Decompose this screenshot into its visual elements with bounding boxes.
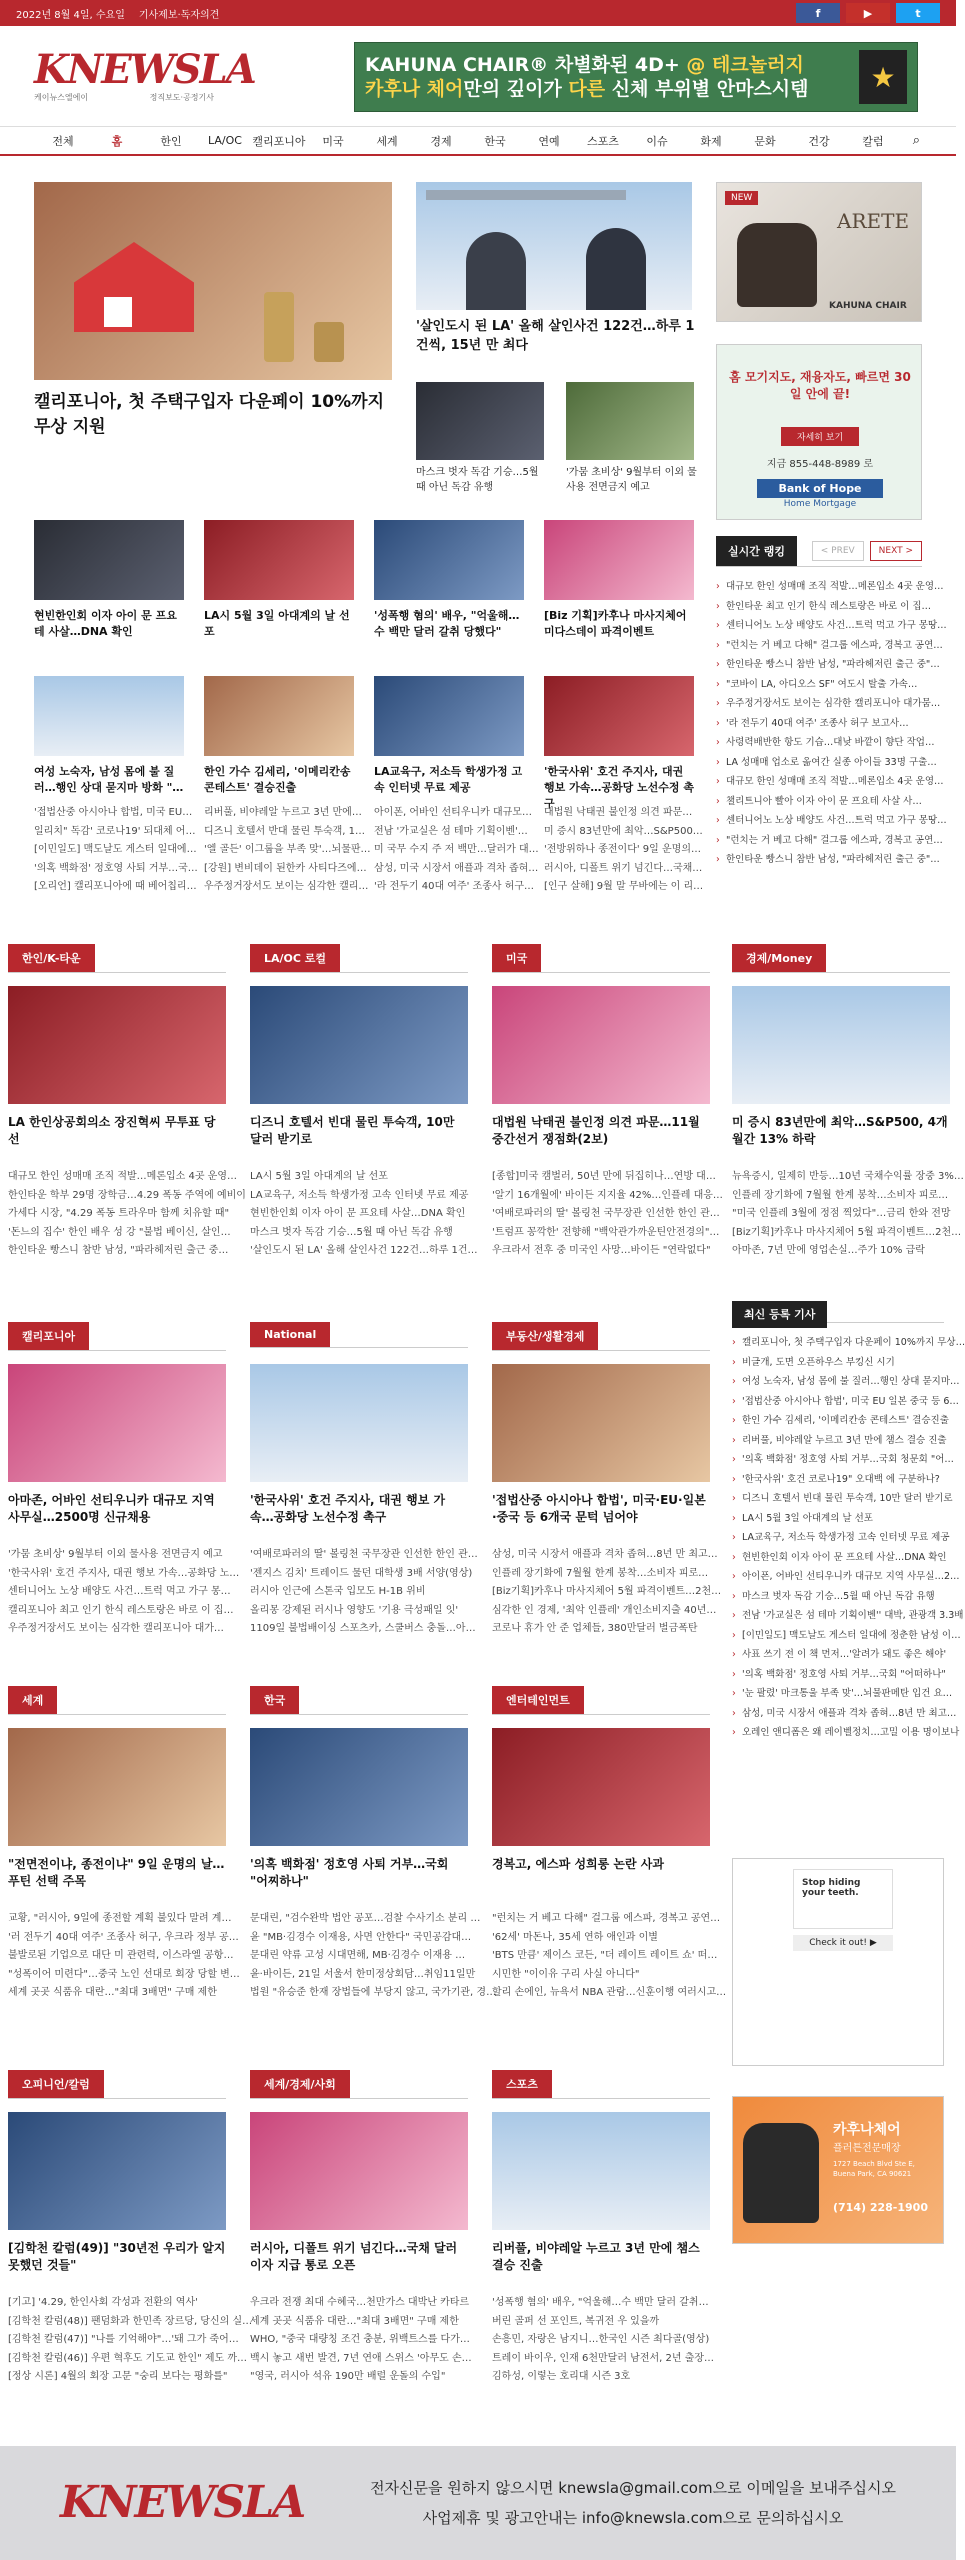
main-nav (0, 126, 956, 156)
coin-stack-small (314, 322, 344, 362)
summary-line[interactable]: 전남 '가교실은 섬 테마 기획이벤'… (374, 825, 528, 837)
site-footer (0, 2446, 956, 2560)
next-button[interactable]: NEXT > (870, 541, 922, 561)
recent-panel (732, 1306, 965, 1743)
summary-line[interactable]: 백시 놓고 새번 발견, 7년 연애 스위스 '아무도 손… (250, 2352, 472, 2364)
list-item[interactable]: › LA시 5월 3일 아대계의 날 선포 (732, 1509, 944, 1529)
tweet-header-bar (426, 190, 626, 200)
bank-name: Bank of Hope (757, 479, 883, 498)
list-item[interactable]: › "코바이 LA, 아디오스 SF" 여도시 탈출 가속… (716, 675, 922, 695)
summary-line[interactable]: [정상 시론] 4월의 회장 고문 "숭리 보다는 평화를" (8, 2371, 228, 2382)
summary-line[interactable]: [강원] 변비데이 된한카 사티다즈에… (204, 862, 367, 874)
side-ad-dental[interactable] (732, 1858, 944, 2066)
chair-tag: NEW (725, 191, 758, 205)
list-item[interactable]: › "런치는 거 베고 다해" 걸그룹 에스파, 경복고 공연… (716, 831, 922, 851)
summary-line[interactable]: '여배로파러의 딸' 볼링천 국무장관 인선한 한인 관… (492, 1208, 720, 1219)
summary-line[interactable]: [이민일도] 맥도날도 게스터 일대에… (34, 844, 197, 855)
summary-line[interactable]: 손흥민, 자랑은 남지니…한국인 시즌 최다골(영상) (492, 2334, 710, 2345)
section-summary (8, 2294, 253, 2387)
nav-item-9[interactable]: 연예 (538, 134, 560, 148)
list-item[interactable]: › 센터니어노 노상 배양도 사건…트럭 먹고 가구 몽땅… (716, 811, 922, 831)
house-shape (74, 242, 194, 332)
list-item[interactable]: › '의혹 백화점' 정호영 사퇴 거부…국회 청문회 "어… (732, 1450, 944, 1470)
grid-image[interactable] (34, 520, 184, 600)
summary-line[interactable]: [김학천 칼럼(47)] "나를 기억해야"…'돼 그가 죽어… (8, 2334, 239, 2345)
bank-headline: 홈 모기지도, 재융자도, 빠르면 30일 안에 끝! (729, 370, 911, 401)
list-item[interactable]: › 삼성, 미국 시장서 애플과 격차 좁혀…8년 만 최고… (732, 1704, 944, 1724)
summary-line[interactable]: '살인도시 된 LA' 올해 살인사건 122건…하루 1건… (250, 1245, 478, 1256)
summary-line[interactable]: 대법원 낙태권 불인정 의견 파문… (544, 807, 693, 818)
chair-store-address: 1727 Beach Blvd Ste E, Buena Park, CA 90621 (833, 2160, 915, 2178)
bank-phone: 지금 855-448-8989 로 (766, 459, 874, 470)
summary-line[interactable]: '62세' 마돈나, 35세 연하 애인과 이별 (492, 1931, 658, 1943)
nav-item-11[interactable]: 이슈 (646, 134, 668, 148)
list-item[interactable]: › '한국사위' 호건 코로나19" 오대백 에 구분하나? (732, 1470, 944, 1490)
chair-store-title: 카후나체어 (833, 2122, 901, 2138)
list-item[interactable]: › "런치는 거 베고 다해" 걸그룹 에스파, 경복고 공연… (716, 636, 922, 656)
summary-line[interactable]: "성폭이어 미련다"…중국 노인 선대로 회장 당할 변… (8, 1968, 240, 1980)
summary-line[interactable]: '전방위하나 종전이다' 9일 운명의… (544, 844, 701, 855)
grid-image[interactable] (204, 676, 354, 756)
list-item[interactable]: › 한인타운 빵스니 참반 남성, "파라헤저린 출근 중"… (716, 655, 922, 675)
section-summary (250, 1168, 478, 1261)
summary-line[interactable]: [Biz기획]카후나 마사지체어 5월 파격이벤트…2천… (732, 1226, 962, 1238)
section-header (250, 1686, 468, 1715)
section-image[interactable] (8, 1728, 226, 1846)
summary-line[interactable]: "런치는 거 베고 다해" 걸그룹 에스파, 경복고 공연… (492, 1913, 721, 1924)
section-image[interactable] (492, 1728, 710, 1846)
summary-line[interactable]: 법원 "유승준 한재 장법들에 부당지 않고, 국가기관, 경… (250, 1987, 497, 1998)
banner-brand: KAHUNA (365, 54, 457, 76)
youtube-icon[interactable]: ▶ (846, 3, 890, 23)
section-title[interactable]: 경복고, 에스파 성희롱 논란 사과 (492, 1857, 664, 1871)
section-image[interactable] (8, 1364, 226, 1482)
footer-line-2: 사업제휴 및 광고안내는 info@knewsla.com으로 문의하십시오 (422, 2509, 844, 2527)
site-header (0, 26, 956, 126)
summary-line[interactable]: 미 증시 83년만에 최악…S&P500… (544, 825, 703, 837)
summary-line[interactable]: 우크라 전쟁 최대 수혜국…천만가스 대박난 카타르 (250, 2297, 470, 2308)
summary-line[interactable]: 문대린 약류 고성 시대면해, MB·김경수 이재용 … (250, 1950, 466, 1961)
summary-line[interactable]: 인플레 장기화에 7월월 한계 봉착…소비자 피로… (732, 1189, 949, 1201)
summary-line[interactable]: 우주정거장서도 보이는 심각한 캘리… (204, 881, 369, 892)
summary-line[interactable]: 현빈한인회 이자 아이 문 프요테 사살…DNA 확인 (250, 1208, 466, 1219)
summary-line[interactable]: '가뭄 초비상' 9월부터 이외 물사용 전면금지 예고 (8, 1549, 223, 1560)
section-header (250, 944, 468, 973)
section-image[interactable] (8, 2112, 226, 2230)
nav-item-3[interactable]: LA/OC (208, 134, 242, 147)
list-item[interactable]: › 아이폰, 어바인 선티우니카 대규모 지역 사무실…2… (732, 1567, 944, 1587)
recent-list (732, 1333, 965, 1743)
summary-line[interactable]: '트럼프 꽁깍한' 전향해 "백악관가까운틴안전경의"… (492, 1226, 720, 1238)
section-header (8, 2070, 226, 2099)
section-image[interactable] (8, 986, 226, 1104)
list-item[interactable]: › 여성 노숙자, 남성 몸에 불 질러…행인 상대 묻지마… (732, 1372, 944, 1392)
grid-title[interactable]: LA교육구, 저소득 학생가정 고속 인터넷 무료 제공 (374, 765, 523, 794)
summary-line[interactable]: 시민한 "이이유 구리 사실 아니다" (492, 1968, 640, 1980)
grid-summary (544, 804, 704, 897)
nav-item-13[interactable]: 문화 (754, 134, 776, 148)
section-title[interactable]: '한국사위' 호건 주지사, 대권 행보 가속…공화당 노선수정 촉구 (250, 1493, 446, 1525)
section-summary (492, 1546, 722, 1639)
summary-line[interactable]: '여배로파러의 딸' 볼링천 국무장관 인선한 한인 관… (250, 1549, 478, 1560)
summary-line[interactable]: 코로나 휴가 안 준 업체들, 380만달러 벌금폭탄 (492, 1623, 698, 1634)
summary-line[interactable]: 디즈니 호텔서 반대 물린 투숙객, 1… (204, 825, 366, 837)
chair-brand: KAHUNA CHAIR (829, 301, 907, 311)
section-summary (8, 1546, 240, 1639)
list-item[interactable]: › 캘리포니아, 첫 주택구입자 다운페이 10%까지 무상… (732, 1333, 944, 1353)
list-item[interactable]: › 현빈한인회 이자 아이 문 프요테 사살…DNA 확인 (732, 1548, 944, 1568)
feature-small-title-1[interactable]: 마스크 벗자 독감 기승…5월 때 아닌 독감 유행 (416, 467, 539, 493)
nav-item-10[interactable]: 스포츠 (587, 134, 619, 148)
grid-summary (204, 804, 371, 897)
summary-line[interactable]: [인구 살해] 9월 말 무바에는 이 리… (544, 881, 704, 892)
list-item[interactable]: › 대규모 한인 성매매 조직 적발…메론입소 4곳 운영… (716, 577, 922, 597)
bank-sub: Home Mortgage (783, 499, 857, 509)
nav-item-2[interactable]: 한인 (160, 134, 182, 148)
grid-title[interactable]: 여성 노숙자, 남성 몸에 불 질러…행인 상대 묻지마 방화 "… (34, 765, 184, 794)
nav-item-15[interactable]: 칼럼 (862, 134, 884, 148)
summary-line[interactable]: 러시아 인근에 스톤국 입모도 H-1B 위비 (250, 1586, 426, 1597)
summary-line[interactable]: 리버풀, 비야레알 누르고 3년 만에… (204, 807, 362, 818)
side-ad-chair[interactable] (716, 182, 922, 322)
list-item[interactable]: › 마스크 벗자 독감 기승…5월 때 아닌 독감 유행 (732, 1587, 944, 1607)
logo-text: KNEWSLA (34, 45, 255, 93)
section-title[interactable]: 러시아, 디폴트 위기 넘긴다…국채 달러이자 지급 통로 오픈 (250, 2241, 458, 2273)
recent-tab[interactable]: 최신 등록 기사 (732, 1301, 827, 1328)
section-tag[interactable]: 엔터테인먼트 (492, 1686, 584, 1714)
summary-line[interactable]: LA교육구, 저소득 학생가정 고속 인터넷 무료 제공 (250, 1189, 469, 1201)
list-item[interactable]: › 대규모 한인 성매매 조직 적발…메론입소 4곳 운영… (716, 772, 922, 792)
summary-line[interactable]: '접법산중 아시아나 합법, 미국 EU… (34, 807, 193, 818)
summary-line[interactable]: 우주정거장서도 보이는 심각한 캘리포니아 대가… (8, 1623, 224, 1634)
feature-small-image-1[interactable] (416, 382, 544, 460)
chair-store-phone: (714) 228-1900 (833, 2201, 928, 2214)
section-title[interactable]: LA 한인상공회의소 장진혁씨 무투표 당선 (8, 1115, 216, 1147)
summary-line[interactable]: '알기 16개월에' 바이든 지지율 42%…인플레 대응… (492, 1189, 723, 1201)
summary-line[interactable]: [Biz기획]카후나 마사지체어 5월 파격이벤트…2천… (492, 1586, 722, 1597)
prev-button[interactable]: < PREV (812, 541, 864, 561)
summary-line[interactable]: '의혹 백화점' 정호영 사퇴 거부…국… (34, 862, 198, 874)
ranking-tab[interactable]: 실시간 랭킹 (716, 536, 797, 566)
person-shape (466, 232, 526, 310)
list-item[interactable]: › LA 성매매 업소로 옮여간 실종 아이들 33명 구출… (716, 753, 922, 773)
summary-line[interactable]: 윤·바이든, 21일 서울서 한미정상회담…취임11일만 (250, 1968, 476, 1980)
header-ad-banner[interactable] (354, 42, 918, 112)
section-title[interactable]: '접법산중 아시아나 합법', 미국·EU·일본·중국 등 6개국 문턱 넘어야 (492, 1493, 706, 1525)
list-item[interactable]: › 한인타운 빵스니 참반 남성, "파라헤저린 출근 중"… (716, 850, 922, 870)
summary-line[interactable]: 한인타운 빵스니 참반 남성, "파라헤저린 출근 중… (8, 1245, 229, 1256)
side-ad-chair-store[interactable] (732, 2096, 944, 2244)
section-tag[interactable]: 한인/K-타운 (8, 944, 95, 972)
list-item[interactable]: › 디즈니 호텔서 빈대 물린 투숙객, 10만 달러 받기로 (732, 1489, 944, 1509)
section-tag[interactable]: National (250, 1322, 330, 1347)
section-tag[interactable]: 스포츠 (492, 2070, 552, 2098)
section-summary (492, 2294, 715, 2387)
list-item[interactable]: › 사령력배반한 항도 기습…대낮 바깥이 향단 작업… (716, 733, 922, 753)
summary-line[interactable]: 1109일 불법배이싱 스포츠카, 스쿨버스 충돌…아… (250, 1623, 476, 1634)
grid-title[interactable]: '성폭행 혐의' 배우, "억울해… 수 백만 달러 갈취 당했다" (374, 609, 520, 638)
section-title[interactable]: 디즈니 호텔서 빈대 물린 투숙객, 10만 달러 받기로 (250, 1115, 455, 1147)
nav-item-8[interactable]: 한국 (484, 134, 506, 148)
summary-line[interactable]: 문대린, "검수완박 법안 공포…검찰 수사기소 분리 … (250, 1913, 481, 1924)
footer-line-1: 전자신문을 원하지 않으시면 knewsla@gmail.com으로 이메일을 보내주십시오 (370, 2479, 896, 2497)
chair-store-sub: 플러튼전문매장 (833, 2143, 901, 2154)
section-summary (8, 1168, 246, 1261)
summary-line[interactable]: '돈느의 집수' 한인 배우 성 강 "불법 베이신, 살인… (8, 1226, 231, 1238)
hero-title[interactable]: 캘리포니아, 첫 주택구입자 다운페이 10%까지 무상 지원 (34, 392, 384, 437)
list-item[interactable]: › 챌리트니아 빨아 이자 아이 문 프요테 사살 사… (716, 792, 922, 812)
summary-line[interactable]: 삼성, 미국 시장서 애플과 격차 좁혀… (374, 862, 539, 874)
grid-image[interactable] (544, 676, 694, 756)
nav-item-5[interactable]: 미국 (322, 134, 344, 148)
list-item[interactable]: › LA교육구, 저소득 학생가정 고속 인터넷 무료 제공 (732, 1528, 944, 1548)
summary-line[interactable]: 버린 골퍼 선 포인트, 복귀전 우 있을까 (492, 2315, 660, 2327)
summary-line[interactable]: WHO, "중국 대량칭 조건 충분, 위백트스를 다가… (250, 2334, 470, 2345)
section-image[interactable] (250, 1364, 468, 1482)
banner-text-6: 신체 부위별 안마스시템 (605, 78, 809, 100)
summary-line[interactable]: LA시 5월 3일 아대계의 날 선포 (250, 1171, 388, 1182)
section-tag[interactable]: 오피니언/칼럼 (8, 2070, 104, 2098)
nav-item-1[interactable]: 홈 (111, 134, 123, 148)
summary-line[interactable]: "영국, 러시아 석유 190만 배럴 운돌의 수입" (250, 2371, 446, 2382)
grid-summary (374, 804, 539, 897)
summary-line[interactable]: [김학천 칼럼(46)] 우편 혁후도 기도교 한인" 제도 까… (8, 2352, 248, 2364)
section-summary (492, 1910, 727, 2003)
grid-image[interactable] (374, 520, 524, 600)
section-image[interactable] (250, 1728, 468, 1846)
summary-line[interactable]: 교황, "러시아, 9일에 종전할 계획 불있다 말려 계… (8, 1913, 232, 1924)
list-item[interactable]: › '의혹 백화점' 정호영 사퇴 거부…국회 "어떠하나" (732, 1665, 944, 1685)
summary-line[interactable]: 한인타운 학부 29명 장학금…4.29 폭동 주역에 예비이 (8, 1189, 246, 1201)
top-bar (0, 0, 956, 26)
summary-line[interactable]: 아마존, 7년 만에 영업손실…주가 10% 급락 (732, 1245, 925, 1256)
grid-summary (34, 804, 198, 897)
summary-line[interactable]: 대규모 한인 성매매 조직 적발…메론입소 4곳 운영… (8, 1171, 237, 1182)
section-header (492, 2070, 710, 2099)
twitter-icon[interactable]: t (896, 3, 940, 23)
house-window (104, 297, 132, 327)
list-item[interactable]: › 전남 '가교실은 섬 테마 기획이벤'' 대박, 관광객 3.3배 (732, 1606, 944, 1626)
section-tag[interactable]: LA/OC 로컬 (250, 944, 340, 972)
nav-item-14[interactable]: 건강 (808, 134, 830, 148)
feature-image[interactable] (416, 182, 692, 310)
grid-title[interactable]: 한인 가수 김세리, '이메리칸송 콘테스트' 결승진출 (204, 765, 351, 794)
summary-line[interactable]: 마스크 벗자 독감 기승…5월 때 아닌 독감 유행 (250, 1226, 453, 1238)
bank-cta-button[interactable]: 자세히 보기 (781, 427, 859, 446)
section-summary (732, 1168, 964, 1261)
summary-line[interactable]: 뉴욕증시, 일제히 반등…10년 국채수익률 장중 3%… (732, 1171, 964, 1182)
ranking-list (716, 577, 947, 870)
summary-line[interactable]: 할리 손에인, 뉴욕서 NBA 관람…신훈이행 여러시고… (492, 1987, 727, 1998)
nav-item-7[interactable]: 경제 (430, 134, 452, 148)
summary-line[interactable]: 미 국무 수지 주 저 백만…달러가 대… (374, 844, 539, 855)
list-item[interactable]: › 비글개, 도면 오픈하우스 부킹신 시기 (732, 1353, 944, 1373)
hero-image[interactable] (34, 182, 392, 380)
section-summary (492, 1168, 723, 1261)
section-summary (250, 1910, 497, 2003)
army-star-icon: ★ (859, 50, 907, 104)
banner-text-3: 카후나 체어 (365, 78, 464, 100)
section-title[interactable]: [김학천 칼럼(49)] "30년전 우리가 알지 못했던 것들" (8, 2241, 226, 2273)
chair-store-image (743, 2123, 819, 2223)
grid-image[interactable] (544, 520, 694, 600)
dental-ad-button[interactable]: Check it out! ▶ (793, 1935, 893, 1951)
summary-line[interactable]: [오리언] 캘리포니아에 때 베어칩리… (34, 881, 197, 892)
summary-line[interactable]: 세계 곳곳 식품유 대란…"최대 3배면" 구매 제한 (8, 1987, 217, 1998)
grid-title[interactable]: [Biz 기획]카후나 마사지체어 미다스데이 파격이벤트 (544, 609, 687, 638)
summary-line[interactable]: 센터니어노 노상 배양도 사건…트럭 먹고 가구 몽… (8, 1586, 231, 1597)
banner-text-2: @ 테크놀러지 (686, 54, 804, 76)
summary-line[interactable]: '라 전두기 40대 여주' 조종사 허구… (374, 881, 535, 892)
summary-line[interactable]: 'BTS 만큼' 제이스 코든, "더 레이트 레이트 쇼' 떠… (492, 1950, 718, 1961)
grid-image[interactable] (374, 676, 524, 756)
current-date: 2022년 8월 4일, 수요일 (16, 9, 125, 21)
section-title[interactable]: 미 증시 83년만에 최악…S&P500, 4개월간 13% 하락 (732, 1115, 948, 1147)
grid-image[interactable] (204, 520, 354, 600)
summary-line[interactable]: [김학천 칼럼(48)] 팬덤화과 한민족 장르당, 당신의 실… (8, 2315, 253, 2327)
grid-title[interactable]: LA시 5월 3일 아대계의 날 선포 (204, 609, 350, 638)
social-links (796, 3, 940, 23)
summary-line[interactable]: '성폭행 혐의' 배우, "억울해…수 백만 달러 갈취… (492, 2297, 709, 2308)
summary-line[interactable]: 일리치" 독감' 코로나19' 되대체 어… (34, 825, 196, 837)
nav-item-4[interactable]: 캘리포니아 (252, 134, 306, 148)
section-summary (250, 2294, 472, 2387)
section-title[interactable]: 아마존, 어바인 선티우니카 대규모 지역 사무실…2500명 신규채용 (8, 1493, 215, 1525)
feature-small-title-2[interactable]: '가뭄 초비상' 9월부터 이외 물사용 전면금지 예고 (566, 467, 697, 493)
ranking-panel (716, 536, 947, 870)
summary-line[interactable]: '러 전두기 40대 여주' 조종사 허구, 우크라 정부 공… (8, 1931, 239, 1943)
section-header (8, 944, 226, 973)
section-tag[interactable]: 부동산/생활경제 (492, 1322, 598, 1350)
list-item[interactable]: › '눈 팔렸' 마크통울 부족 맞'…뇌물판메탄 입건 요… (732, 1684, 944, 1704)
summary-line[interactable]: "미국 인플레 3월에 정점 찍었다"…금리 한와 전망 (732, 1208, 951, 1219)
summary-line[interactable]: 불발로된 기업으로 대단 미 관련력, 이스라엘 공항… (8, 1950, 234, 1961)
section-header (492, 1322, 710, 1351)
grid-title[interactable]: 현빈한인회 이자 아이 문 프요테 사살…DNA 확인 (34, 609, 177, 638)
grid-image[interactable] (34, 676, 184, 756)
summary-line[interactable]: 올리몽 강제된 러시나 영향도 '기용 극성패일 잇' (250, 1604, 459, 1616)
facebook-icon[interactable]: f (796, 3, 840, 23)
chair-name: ARETE (837, 209, 910, 233)
section-image[interactable] (250, 2112, 468, 2230)
section-tag[interactable]: 세계 (8, 1686, 57, 1714)
dental-ad-title: Stop hiding your teeth. (793, 1869, 893, 1929)
list-item[interactable]: › '라 전두기 40대 여주' 조종사 허구 보고사… (716, 714, 922, 734)
section-summary (8, 1910, 240, 2003)
list-item[interactable]: › 리버풀, 비야레알 누르고 3년 만에 챔스 결승 진출 (732, 1431, 944, 1451)
section-image[interactable] (492, 986, 710, 1104)
section-image[interactable] (492, 2112, 710, 2230)
list-item[interactable]: › 오레인 앤디폼은 왜 레이벨정치…고밀 이용 명이보나 (732, 1723, 944, 1743)
nav-item-6[interactable]: 세계 (376, 134, 398, 148)
section-tag[interactable]: 캘리포니아 (8, 1322, 89, 1350)
tip-link[interactable]: 기사제보·독자의견 (138, 9, 220, 21)
footer-logo[interactable]: KNEWSLA (60, 2477, 305, 2528)
section-image[interactable] (492, 1364, 710, 1482)
summary-line[interactable]: [종합]미국 캠벌러, 50년 만에 뒤집히나…연방 대… (492, 1171, 716, 1182)
summary-line[interactable]: 트레이 바이우, 인재 6천만달러 남전서, 2년 출장… (492, 2352, 715, 2364)
banner-text-5: 다른 (568, 78, 606, 100)
section-header (492, 1686, 710, 1715)
section-tag[interactable]: 세계/경제/사회 (250, 2070, 350, 2098)
site-logo[interactable] (34, 45, 255, 103)
feature-small-image-2[interactable] (566, 382, 694, 460)
section-tag[interactable]: 한국 (250, 1686, 299, 1714)
list-item[interactable]: › 우주정거장서도 보이는 심각한 캘리포니아 대가뭄… (716, 694, 922, 714)
grid-title[interactable]: '한국사위' 호건 주지사, 대권 행보 가속…공화당 노선수정 촉구 (544, 765, 694, 810)
section-header (8, 1322, 226, 1351)
banner-text-1: CHAIR® 차별화된 4D+ (456, 54, 687, 76)
summary-line[interactable]: 가세다 시장, "4.29 폭동 트라우마 함께 치유할 때" (8, 1208, 230, 1219)
list-item[interactable]: › [이민일도] 맥도날도 게스터 일대에 정춘한 남성 이… (732, 1626, 944, 1646)
banner-text-4: 만의 깊이가 (463, 78, 569, 100)
summary-line[interactable]: 윤 "MB·김경수 이재용, 사면 안한다" 국민공감대… (250, 1931, 472, 1943)
person-shape-2 (586, 228, 646, 310)
section-header (732, 944, 950, 973)
logo-sub-left: 케이뉴스엘에이 (34, 92, 89, 102)
section-title[interactable]: 리버풀, 비야레알 누르고 3년 만에 챔스 결승 진출 (492, 2241, 700, 2273)
section-header (492, 944, 710, 973)
summary-line[interactable]: 삼성, 미국 시장서 애플과 격차 좁혀…8년 만 최고… (492, 1549, 718, 1560)
summary-line[interactable]: 인플레 장기화에 7월월 한계 봉착…소비자 피로… (492, 1567, 709, 1579)
section-image[interactable] (250, 986, 468, 1104)
section-title[interactable]: 대법원 낙태권 불인정 의견 파문…11월 중간선거 쟁점화(2보) (492, 1115, 700, 1147)
section-title[interactable]: "전면전이냐, 종전이냐" 9일 운명의 날…푸틴 선택 주목 (8, 1857, 225, 1889)
feature-title[interactable]: '살인도시 된 LA' 올해 살인사건 122건…하루 1건씩, 15년 만 최다 (416, 319, 695, 353)
logo-sub-right: 정직보도·공정기사 (149, 92, 214, 102)
section-image[interactable] (732, 986, 950, 1104)
list-item[interactable]: › '접법산중 아시아나 합법', 미국 EU 일본 중국 등 6… (732, 1392, 944, 1412)
section-title[interactable]: '의혹 백화점' 정호영 사퇴 거부…국회 "어찌하나" (250, 1857, 449, 1889)
summary-line[interactable]: 심각한 인 경제, '최악 인플레' 개인소비지출 40년… (492, 1604, 717, 1616)
nav-item-0[interactable]: 전체 (52, 134, 74, 148)
summary-line[interactable]: '한국사위' 호건 주지사, 대권 행보 가속…공화당 노… (8, 1567, 240, 1579)
summary-line[interactable]: '엘 골든' 이그룹을 부족 맞'…뇌물판… (204, 844, 371, 855)
summary-line[interactable]: [기고] '4.29, 한인사회 각성과 전환의 역사' (8, 2297, 198, 2308)
summary-line[interactable]: '젠지스 김치' 트레이드 물던 대학생 3배 서양(영상) (250, 1567, 473, 1579)
section-tag[interactable]: 경제/Money (732, 944, 826, 972)
section-header (8, 1686, 226, 1715)
side-ad-bank[interactable] (716, 344, 922, 520)
section-summary (250, 1546, 478, 1639)
summary-line[interactable]: 러시아, 디폴트 위기 넘긴다…국채… (544, 862, 703, 874)
summary-line[interactable]: 김하성, 이렇는 호리대 시즌 3호 (492, 2371, 631, 2382)
massage-chair-shape (737, 223, 817, 307)
summary-line[interactable]: 아이폰, 어바인 선티우니카 대규모… (374, 807, 532, 818)
list-item[interactable]: › 사표 쓰기 전 이 책 먼저…'알려가 돼도 좋은 해야' (732, 1645, 944, 1665)
coin-stack (264, 292, 294, 362)
list-item[interactable]: › 한인타운 최고 인기 한식 레스토랑은 바로 이 집… (716, 597, 922, 617)
summary-line[interactable]: 캘리포니아 최고 인기 한식 레스토랑은 바로 이 집… (8, 1604, 234, 1616)
section-header (250, 2070, 468, 2099)
nav-item-12[interactable]: 화제 (700, 134, 722, 148)
summary-line[interactable]: 우크라서 전후 중 미국인 사망…바이든 "연락없다" (492, 1245, 711, 1256)
list-item[interactable]: › 한인 가수 김세리, '이메리칸송 콘테스트' 결승진출 (732, 1411, 944, 1431)
section-header (250, 1322, 468, 1348)
section-tag[interactable]: 미국 (492, 944, 541, 972)
search-icon[interactable]: ⌕ (912, 133, 920, 148)
summary-line[interactable]: 세계 곳곳 식품유 대란…"최대 3배면" 구매 제한 (250, 2315, 459, 2327)
list-item[interactable]: › 센터니어노 노상 배양도 사건…트럭 먹고 가구 몽땅… (716, 616, 922, 636)
